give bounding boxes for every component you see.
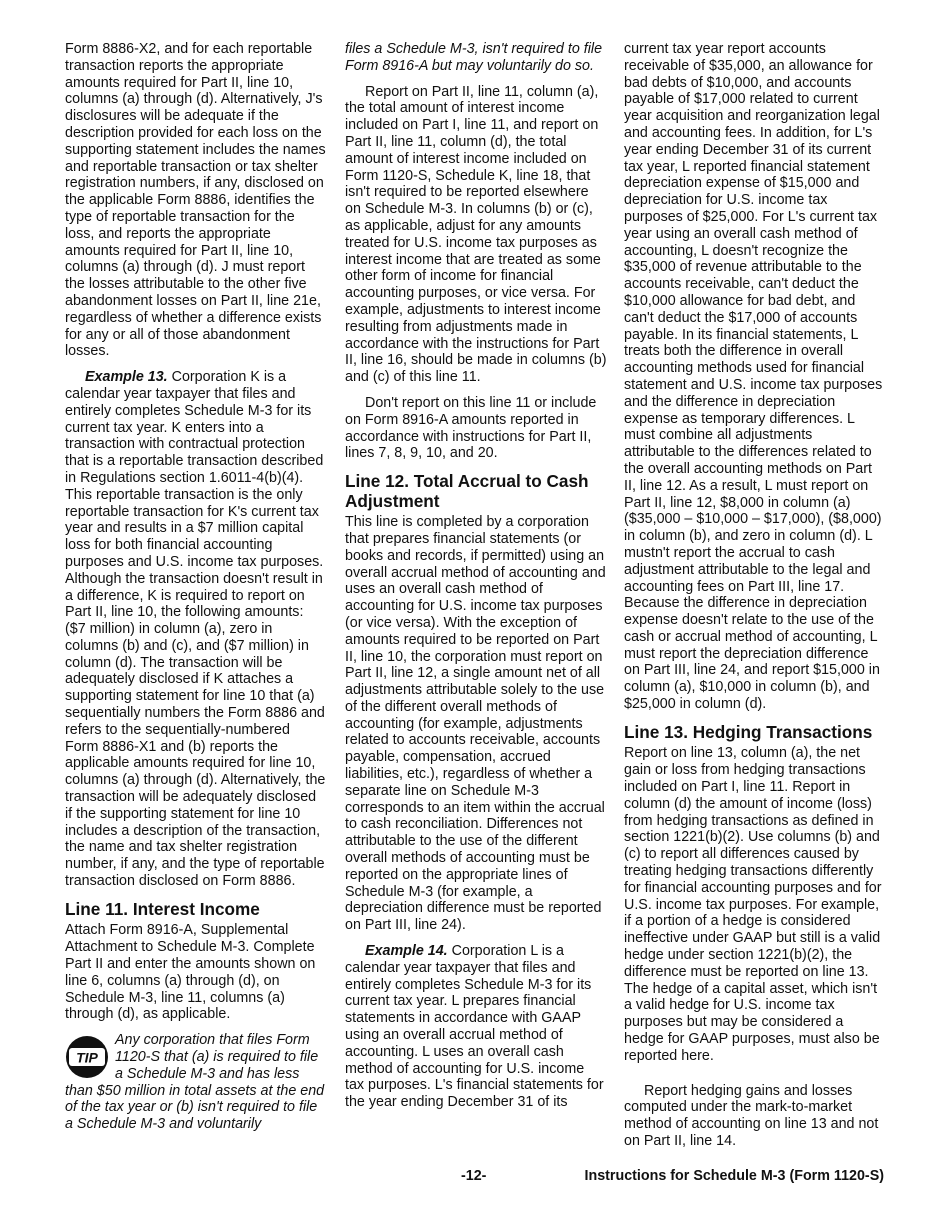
line-12-paragraph: This line is completed by a corporation that prepares financial statements (or books and records, if permitted) using an overall accrual method of accounting and uses an overall cash method of accounting for U.S. income tax purposes (or vice versa). With the exception of amounts required to be reported on Part II, line 10, the corporation must report on Part II, line 12, a single amount net of all adjustments attributable solely to the use of the different overall methods of accounting (for example, adjustments related to accounts receivable, accounts payable, compensation, accrued liabilities, etc.), regardless of whether a separate line on Schedule M-3 corresponds to an item within the accrual to cash reconciliation. Differences not attributable to the use of the different overall methods of accounting must be reported on the appropriate lines of Schedule M-3 (for example, a depreciation difference must be reported on Part III, line 24). (345, 514, 606, 934)
tip-icon-label: TIP (76, 1049, 98, 1066)
column-2 (345, 41, 607, 1111)
example-13-paragraph (65, 369, 327, 890)
paragraph: Don't report on this line 11 or include on Form 8916-A amounts reported in accordance with instructions for Part II, lines 7, 8, 9, 10, and 20. (345, 394, 597, 462)
example-14-paragraph (345, 943, 607, 1111)
example-14-label: Example 14. (365, 943, 448, 960)
tip-block (65, 1032, 327, 1133)
document-title: Instructions for Schedule M-3 (Form 1120-S) (584, 1168, 884, 1184)
tip-text: Any corporation that files Form 1120-S that (a) is required to file a Schedule M-3 and has less than $50 million in total assets at the end of the tax year or (b) isn't required to file a Schedule M-3 and voluntarily (65, 1032, 325, 1133)
example-13-label: Example 13. (85, 369, 168, 386)
column-3 (624, 41, 886, 1150)
line-13-paragraph: Report on line 13, column (a), the net gain or loss from hedging transactions included on Part I, line 11. Report in column (d) the amount of income (loss) from hedging transactions as defined in section 1221(b)(2). Use columns (b) and (c) to report all differences caused by treating hedging transactions differently for financial accounting purposes and for U.S. income tax purposes. For example, if a portion of a hedge is considered ineffective under GAAP but still is a valid hedge under section 1221(b)(2), the difference must be reported on line 13. The hedge of a capital asset, which isn't a valid hedge for U.S. income tax purposes but may be considered a hedge for GAAP purposes, must also be reported here. (624, 745, 882, 1064)
paragraph: Form 8886-X2, and for each reportable transaction reports the appropriate amounts required for Part II, line 10, columns (a) through (d). Alternatively, J's disclosures will be adequate if the description provided for each loss on the supporting statement includes the names and reportable transaction or tax shelter registration numbers, if any, disclosed on the applicable Form 8886, identifies the type of reportable transaction for the loss, and reports the appropriate amounts required for Part II, line 10, columns (a) through (d). J must report the losses attributable to the other five abandonment losses on Part II, line 21e, regardless of whether a difference exists for any or all of those abandonment losses. (65, 41, 326, 360)
page-footer (0, 1168, 950, 1188)
paragraph: Report on Part II, line 11, column (a), the total amount of interest income included on Part I, line 11, and report on Part II, line 11, column (d), the total amount of interest income included on Form 1120-S, Schedule K, line 18, that isn't required to be reported elsewhere on Schedule M-3. In columns (b) or (c), as applicable, adjust for any amounts treated for U.S. income tax purposes as interest income that are treated as some other form of income for financial accounting purposes, or vice versa. For example, adjustments to interest income resulting from adjustments made in accordance with the instructions for Part II, line 16, should be made in columns (b) and (c) of this line 11. (345, 83, 607, 386)
column-1 (65, 41, 327, 1133)
example-13-text: Corporation K is a calendar year taxpayer that files and entirely completes Schedule M-3 for its current tax year. K enters into a transaction with contractual protection that is a reportable transaction described in Regulations section 1.6011-4(b)(4). This reportable transaction is the only reportable transaction for K's current tax year and results in a $7 million capital loss for both financial accounting purposes and U.S. income tax purposes. Although the transaction doesn't result in a difference, K is required to report on Part II, line 10, the following amounts: ($7 million) in column (a), zero in columns (b) and (c), and ($7 million) in column (d). The transaction will be adequately disclosed if K attaches a supporting statement for line 10 that (a) sequentially numbers the Form 8886 and refers to the sequentially-numbered Form 8886-X1 and (b) reports the applicable amounts required for line 10, columns (a) through (d). Alternatively, the transaction will be adequately disclosed if the supporting statement for line 10 includes a description of the transaction, the name and tax shelter registration number, if any, and the type of reportable transaction disclosed on Form 8886. (65, 369, 326, 890)
line-11-heading: Line 11. Interest Income (65, 898, 260, 919)
example-14-text: Corporation L is a calendar year taxpayer that files and entirely completes Schedule M-3 for its current tax year. L prepares financial statements in accordance with GAAP using an overall accrual method of accounting. L uses an overall cash method of accounting for U.S. income tax purposes. L's financial statements for the year ending December 31 of its (345, 943, 604, 1111)
line-11-paragraph: Attach Form 8916-A, Supplemental Attachment to Schedule M-3. Complete Part II and enter the amounts shown on line 6, columns (a) through (d), on Schedule M-3, line 11, columns (a) through (d), as applicable. (65, 922, 316, 1023)
page-number: -12- (461, 1168, 487, 1184)
paragraph: current tax year report accounts receivable of $35,000, an allowance for bad debts of $10,000, and accounts payable of $17,000 related to current year acquisition and reorganization legal and accounting fees. In addition, for L's year ending December 31 of its current tax year, L reported financial statement depreciation expense of $15,000 and depreciation for U.S. income tax purposes of $25,000. For L's current tax year using an overall cash method of accounting, L doesn't recognize the $35,000 of revenue attributable to the accounts receivable, can't deduct the $10,000 allowance for bad debt, and can't deduct the $17,000 of accounts payable. In its financial statements, L treats both the difference in overall accounting methods used for financial statement and U.S. income tax purposes and the difference in depreciation expense as temporary differences. L must combine all adjustments attributable to the differences related to the overall accounting methods on Part II, line 12. As a result, L must report on Part II, line 12, $8,000 in column (a) ($35,000 – $10,000 – $17,000), ($8,000) in column (b), and zero in column (d). L mustn't report the accrual to cash adjustment attributable to the legal and accounting fees on Part III, line 17. Because the difference in depreciation expense doesn't relate to the use of the cash or accrual method of accounting, L must report the depreciation difference on Part III, line 24, and report $15,000 in column (a), $10,000 in column (b), and $25,000 in column (d). (624, 41, 883, 713)
paragraph: Report hedging gains and losses computed under the mark-to-market method of accounting on line 13 and not on Part II, line 14. (624, 1082, 879, 1149)
tip-icon (65, 1035, 109, 1079)
tip-continuation: files a Schedule M-3, isn't required to file Form 8916-A but may voluntarily do so. (345, 41, 603, 74)
line-12-heading: Line 12. Total Accrual to Cash Adjustment (345, 471, 589, 511)
line-13-heading: Line 13. Hedging Transactions (624, 721, 873, 742)
